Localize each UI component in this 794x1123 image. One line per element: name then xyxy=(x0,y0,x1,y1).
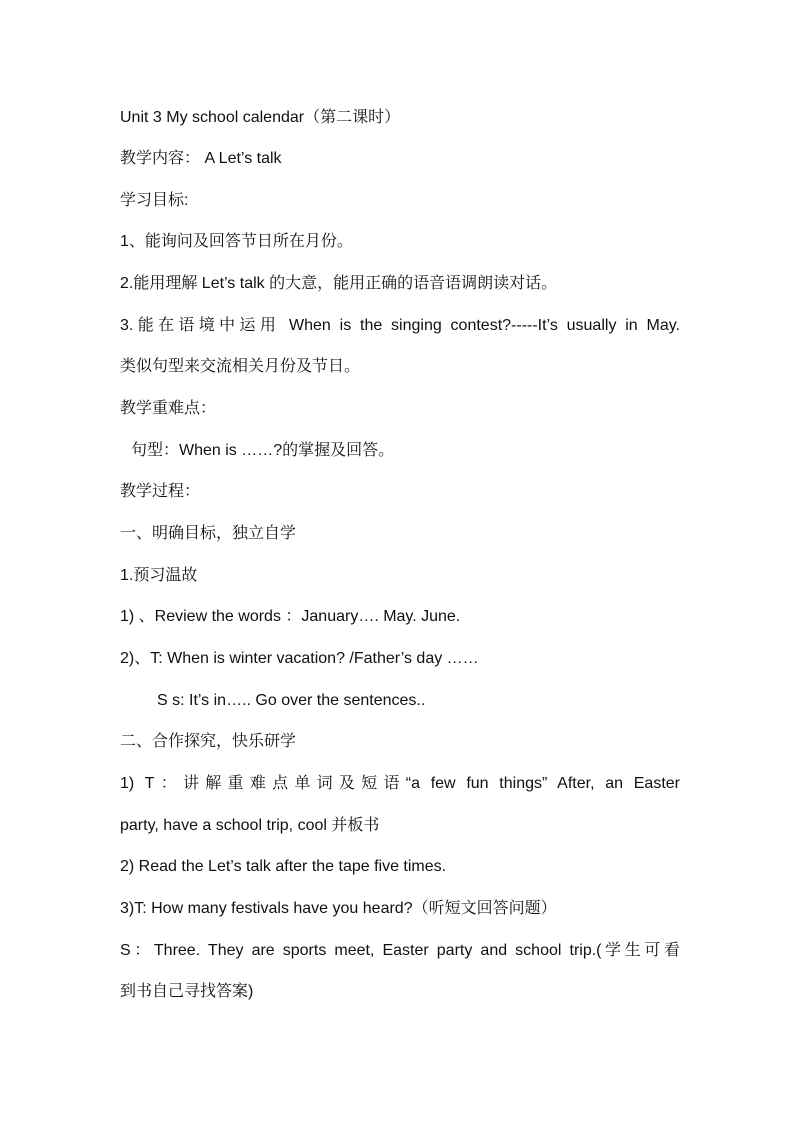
key-points-heading: 教学重难点： xyxy=(120,400,217,417)
objective-2: 2.能用理解 Let’s talk 的大意，能用正确的语音语调朗读对话。 xyxy=(120,275,558,292)
step-teacher-question: 2)、T: When is winter vacation? /Father’s day …… xyxy=(120,650,479,667)
preview-review-heading: 1.预习温故 xyxy=(120,567,198,584)
step-student-answer: S s: It’s in….. Go over the sentences.. xyxy=(157,692,426,709)
objective-1: 1、能询问及回答节日所在月份。 xyxy=(120,233,353,250)
objective-3-continued: 类似句型来交流相关月份及节日。 xyxy=(120,358,361,375)
lesson-title: Unit 3 My school calendar（第二课时） xyxy=(120,109,401,126)
step-review-words: 1) 、Review the words ：January…. May. June. xyxy=(120,608,461,625)
objectives-heading: 学习目标: xyxy=(120,192,189,209)
step-read-talk: 2) Read the Let’s talk after the tape five times. xyxy=(120,858,447,875)
section-1-heading: 一、明确目标，独立自学 xyxy=(120,525,297,542)
step-festivals-answer-continued: 到书自己寻找答案) xyxy=(120,983,254,1000)
step-vocabulary-continued: party, have a school trip, cool 并板书 xyxy=(120,817,380,834)
step-festivals-question: 3)T: How many festivals have you heard?（听短文回答问题） xyxy=(120,900,557,917)
objective-3: 3.能在语境中运用 When is the singing contest?-----It’s usually in May. xyxy=(120,317,680,334)
section-2-heading: 二、合作探究，快乐研学 xyxy=(120,733,297,750)
process-heading: 教学过程： xyxy=(120,483,201,500)
teaching-content: 教学内容： A Let’s talk xyxy=(120,150,282,167)
step-vocabulary: 1) T：讲解重难点单词及短语“a few fun things” After, an Easter xyxy=(120,775,680,792)
key-sentence-pattern: 句型：When is ……?的掌握及回答。 xyxy=(131,442,395,459)
step-festivals-answer: S：Three. They are sports meet, Easter party and school trip.(学生可看 xyxy=(120,942,680,959)
